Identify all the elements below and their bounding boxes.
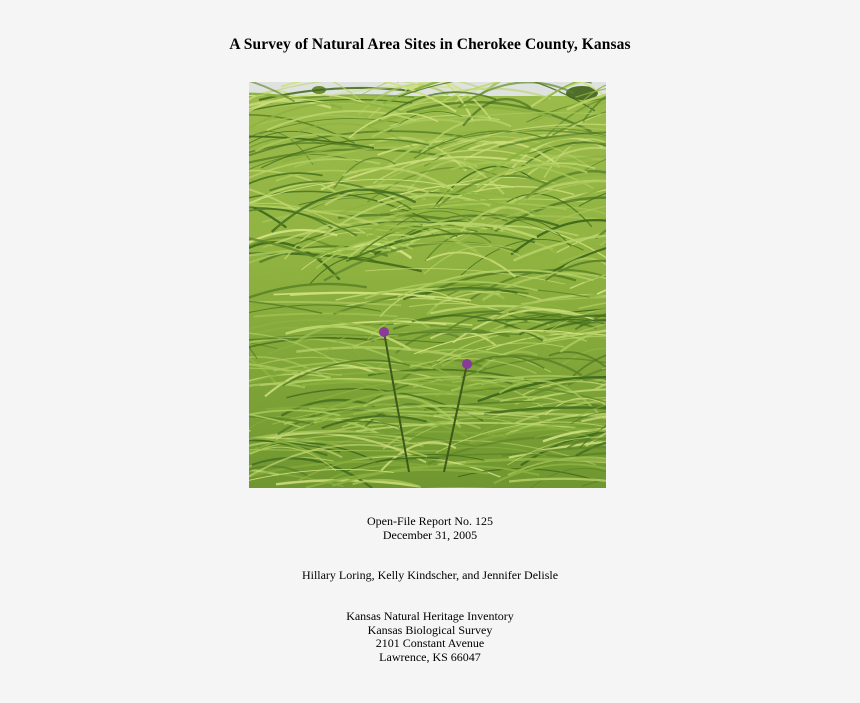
address-street: 2101 Constant Avenue [375,636,485,651]
address-city: Lawrence, KS 66047 [379,649,481,664]
report-date: December 31, 2005 [382,527,478,542]
report-number: Open-File Report No. 125 [367,514,493,528]
purple-flower [379,327,389,337]
address-org: Kansas Natural Heritage Inventory [346,609,514,623]
publisher-address [0,610,860,664]
author-list: Hillary Loring, Kelly Kindscher, and Jennifer Delisle [301,568,559,582]
address-dept: Kansas Biological Survey [367,622,493,637]
cover-photo-grass-field [249,82,606,488]
report-info [0,515,860,542]
document-title: A Survey of Natural Area Sites in Cherokee County, Kansas [229,36,631,53]
purple-flower [462,359,472,369]
grass-field-photo-icon [249,82,606,488]
